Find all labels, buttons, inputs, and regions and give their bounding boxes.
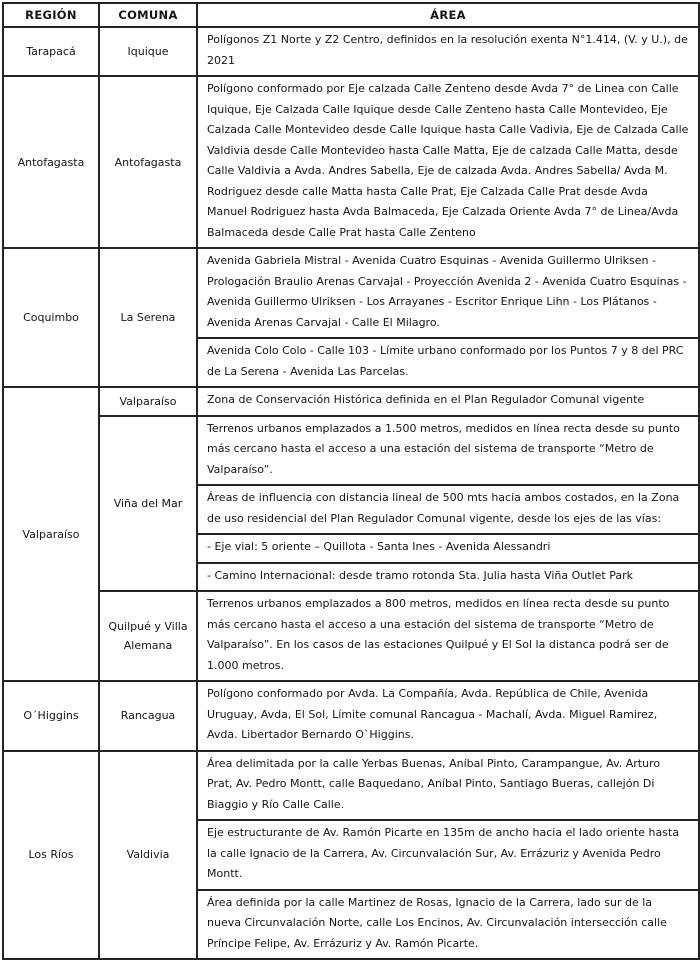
area-cell-iquique: Polígonos Z1 Norte y Z2 Centro, definidos en la resolución exenta N°1.414, (V. y U.), de 2021 (197, 27, 699, 76)
region-cell-coquimbo: Coquimbo (3, 248, 99, 387)
comuna-cell-valdivia: Valdivia (99, 751, 197, 960)
table-row-coquimbo-1 (3, 248, 699, 338)
column-header-region: REGIÓN (3, 3, 99, 27)
area-cell-la-serena-1: Avenida Gabriela Mistral - Avenida Cuatro Esquinas - Avenida Guillermo Ulriksen - Prologación Braulio Arenas Carvajal - Proyección Avenida 2 - Avenida Cuatro Esquinas - Avenida Guillermo Ulriksen - Los Arrayanes - Escritor Enrique Lihn - Los Plátanos - Avenida Arenas Carvajal - Calle El Milagro. (197, 248, 699, 338)
area-cell-valdivia-3: Área definida por la calle Martinez de Rosas, Ignacio de la Carrera, lado sur de la nueva Circunvalación Norte, calle Los Encinos, Av. Circunvalación intersección calle Príncipe Felipe, Av. Errázuriz y Av. Ramón Picarte. (197, 890, 699, 960)
area-cell-vina-del-mar-3: - Eje vial: 5 oriente – Quillota - Santa Ines - Avenida Alessandri (197, 534, 699, 563)
table-row-ohiggins (3, 681, 699, 751)
region-cell-tarapaca: Tarapacá (3, 27, 99, 76)
area-cell-vina-del-mar-2: Áreas de influencia con distancia lineal de 500 mts hacia ambos costados, en la Zona de uso residencial del Plan Regulador Comunal vigente, desde los ejes de las vías: (197, 485, 699, 534)
area-cell-valdivia-2: Eje estructurante de Av. Ramón Picarte en 135m de ancho hacia el lado oriente hasta la calle Ignacio de la Carrera, Av. Circunvalación Sur, Av. Errázuriz y Avenida Pedro Montt. (197, 820, 699, 890)
area-cell-rancagua: Polígono conformado por Avda. La Compañía, Avda. República de Chile, Avenida Uruguay, Avda, El Sol, Límite comunal Rancagua - Machalí, Avda. Miguel Ramirez, Avda. Libertador Bernardo O`Higgins. (197, 681, 699, 751)
header-row (3, 3, 699, 27)
column-header-area: ÁREA (197, 3, 699, 27)
table-row-valparaiso-6 (3, 591, 699, 681)
table-row-los-rios-1 (3, 751, 699, 821)
region-cell-ohiggins: O´Higgins (3, 681, 99, 751)
area-cell-antofagasta: Polígono conformado por Eje calzada Calle Zenteno desde Avda 7° de Linea con Calle Iquique, Eje Calzada Calle Iquique desde Calle Zenteno hasta Calle Montevideo, Eje Calzada Calle Montevideo desde Calle Iquique hasta Calle Vadivia, Eje de Calzada Calle Valdivia desde Calle Montevideo hasta Calle Matta, Eje de calzada Calle Matta, desde Calle Valdivia a Avda. Andres Sabella, Eje de calzada Avda. Andres Sabella/ Avda M. Rodriguez desde calle Matta hasta Calle Prat, Eje Calzada Calle Prat desde Avda Manuel Rodriguez hasta Avda Balmaceda, Eje Calzada Oriente Avda 7° de Linea/Avda Balmaceda desde Calle Prat hasta Calle Zenteno (197, 76, 699, 248)
table-row-antofagasta (3, 76, 699, 248)
area-cell-quilpue-villa-alemana: Terrenos urbanos emplazados a 800 metros, medidos en línea recta desde su punto más cercano hasta el acceso a una estación del sistema de transporte “Metro de Valparaíso”. En los casos de las estaciones Quilpué y El Sol la distanca podrá ser de 1.000 metros. (197, 591, 699, 681)
region-cell-antofagasta: Antofagasta (3, 76, 99, 248)
region-cell-valparaiso: Valparaíso (3, 387, 99, 681)
area-cell-valparaiso: Zona de Conservación Histórica definida en el Plan Regulador Comunal vigente (197, 387, 699, 416)
comuna-cell-antofagasta: Antofagasta (99, 76, 197, 248)
comuna-cell-valparaiso: Valparaíso (99, 387, 197, 416)
comuna-cell-iquique: Iquique (99, 27, 197, 76)
comuna-cell-quilpue-villa-alemana: Quilpué y Villa Alemana (99, 591, 197, 681)
region-cell-los-rios: Los Ríos (3, 751, 99, 960)
table-row-tarapaca (3, 27, 699, 76)
comuna-cell-rancagua: Rancagua (99, 681, 197, 751)
area-cell-vina-del-mar-4: - Camino Internacional: desde tramo rotonda Sta. Julia hasta Viña Outlet Park (197, 563, 699, 592)
comuna-cell-la-serena: La Serena (99, 248, 197, 387)
table-row-valparaiso-1 (3, 387, 699, 416)
area-cell-vina-del-mar-1: Terrenos urbanos emplazados a 1.500 metros, medidos en línea recta desde su punto más cercano hasta el acceso a una estación del sistema de transporte “Metro de Valparaíso”. (197, 416, 699, 486)
area-cell-valdivia-1: Área delimitada por la calle Yerbas Buenas, Aníbal Pinto, Carampangue, Av. Arturo Prat, Av. Pedro Montt, calle Baquedano, Aníbal Pinto, Santiago Bueras, callejón Di Biaggio y Río Calle Calle. (197, 751, 699, 821)
regions-comunas-table (2, 2, 700, 960)
table-row-valparaiso-2 (3, 416, 699, 486)
column-header-comuna: COMUNA (99, 3, 197, 27)
comuna-cell-vina-del-mar: Viña del Mar (99, 416, 197, 592)
area-cell-la-serena-2: Avenida Colo Colo - Calle 103 - Límite urbano conformado por los Puntos 7 y 8 del PRC de La Serena - Avenida Las Parcelas. (197, 338, 699, 387)
